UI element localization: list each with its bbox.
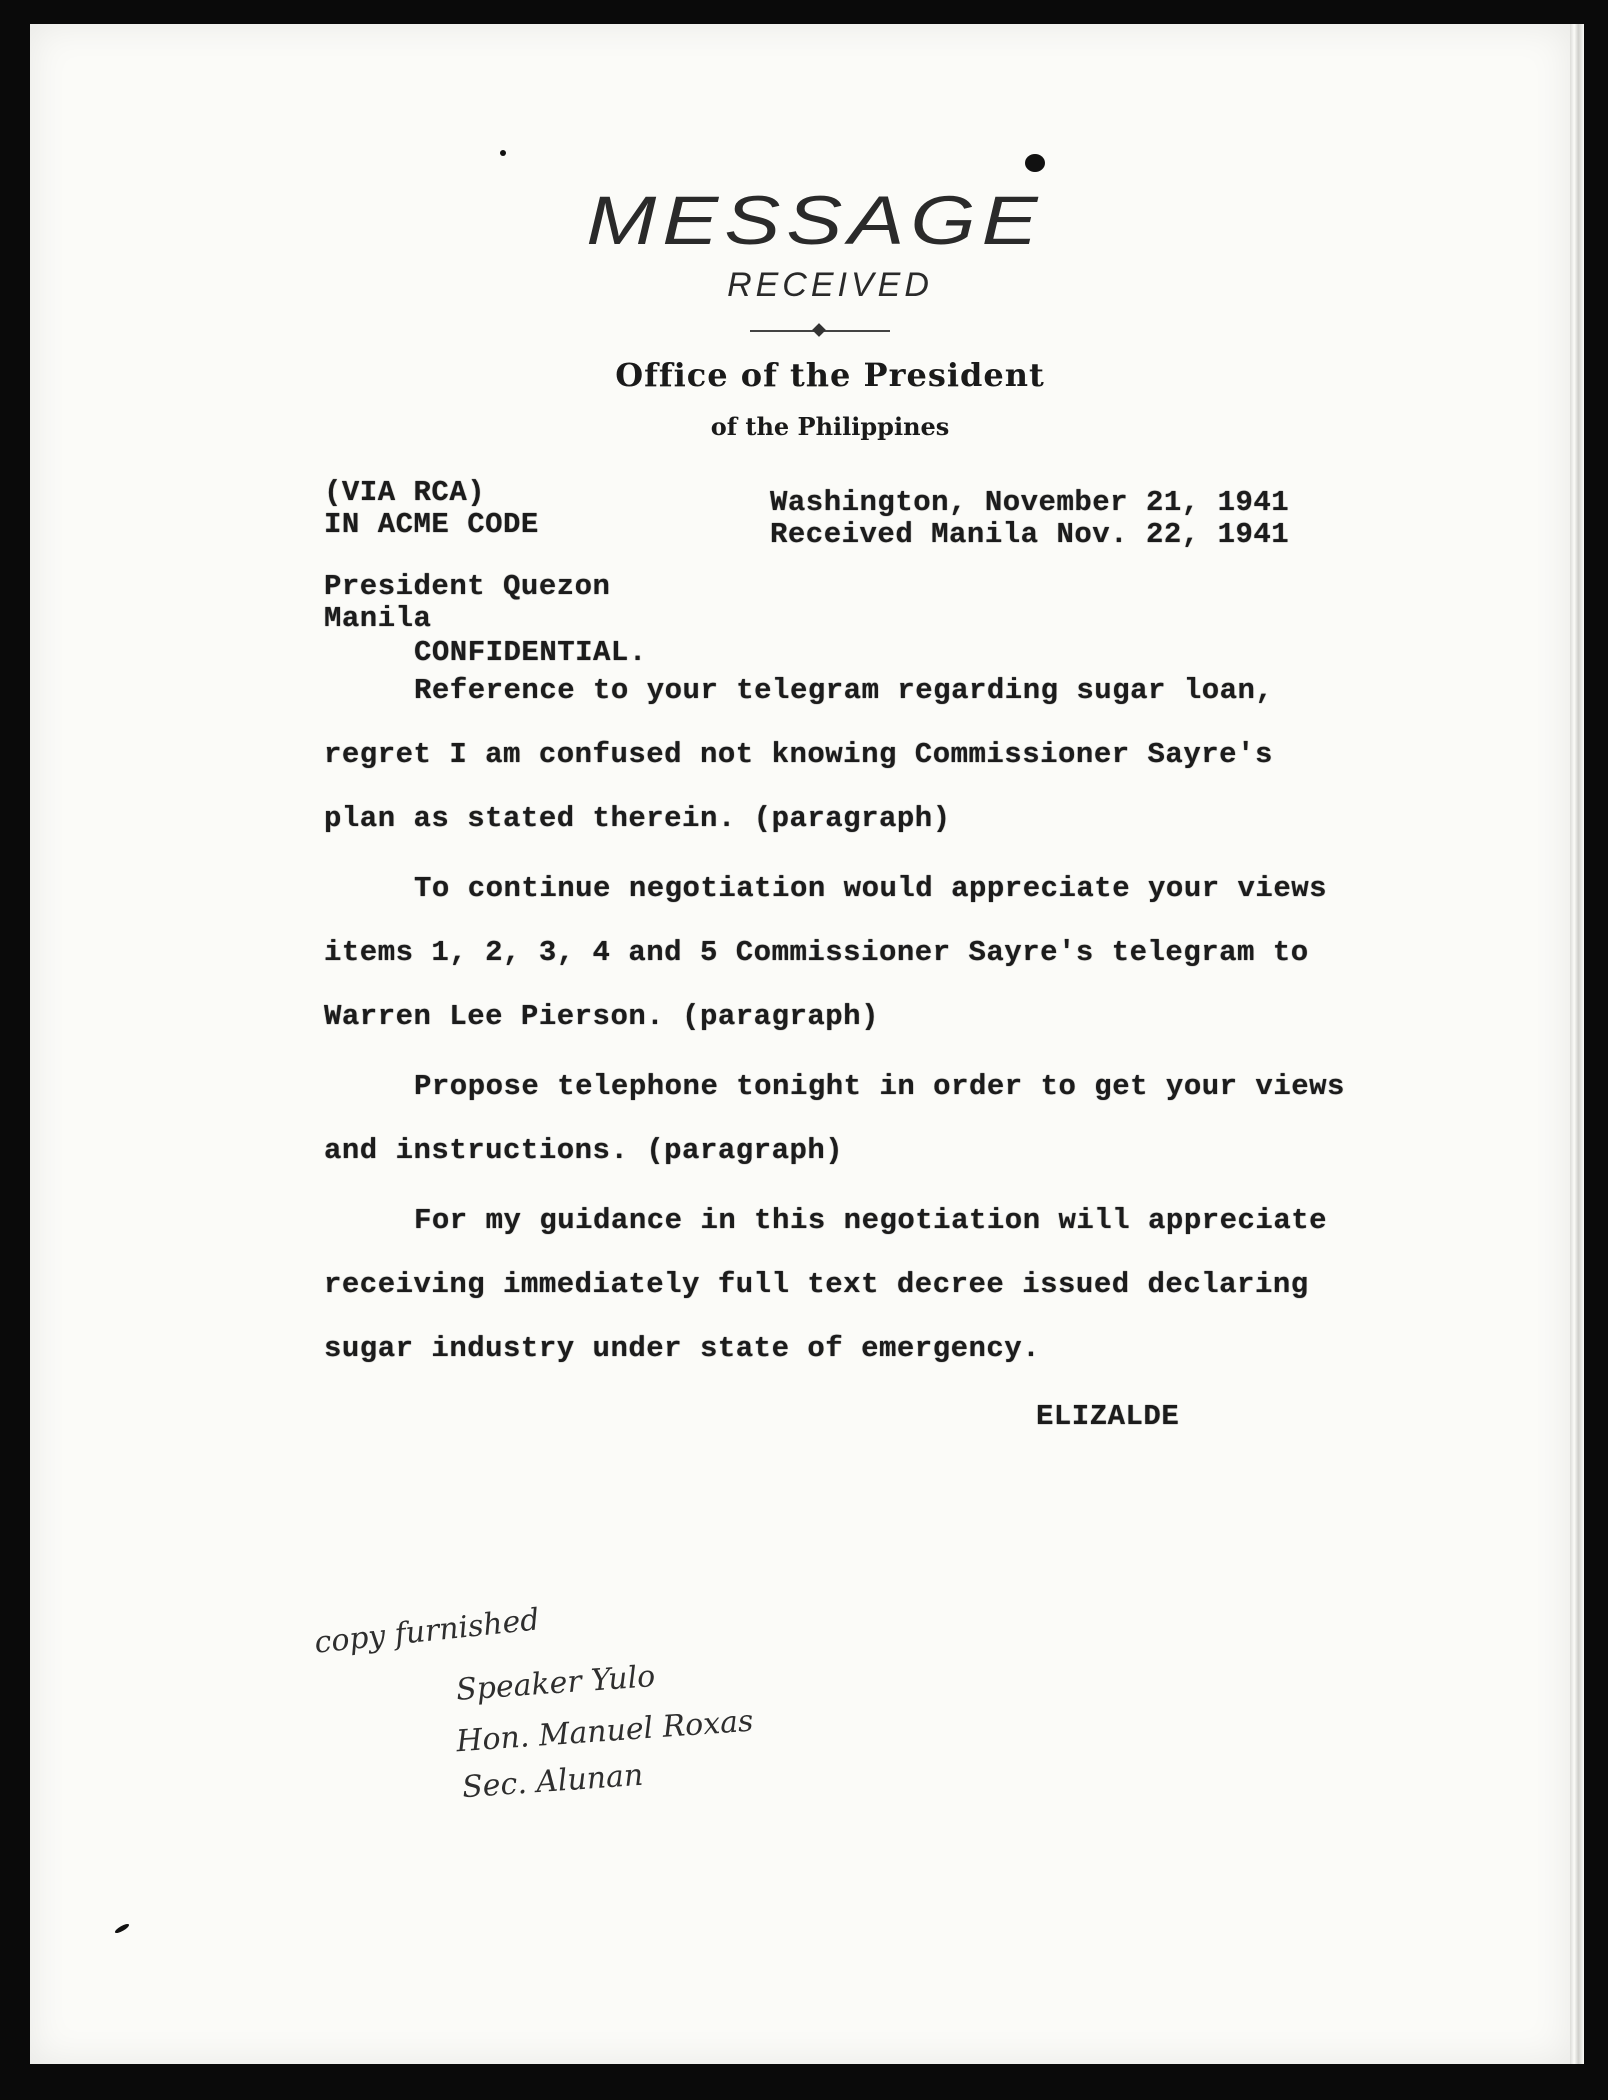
body-paragraph-2-line-3: Warren Lee Pierson. (paragraph) bbox=[324, 1000, 879, 1033]
body-paragraph-3-line-2: and instructions. (paragraph) bbox=[324, 1134, 844, 1167]
received-date: Received Manila Nov. 22, 1941 bbox=[770, 518, 1290, 551]
classification-label: CONFIDENTIAL. bbox=[414, 636, 647, 669]
handwritten-note-line-3: Hon. Manuel Roxas bbox=[455, 1703, 755, 1760]
letterhead-office: Office of the President bbox=[615, 356, 1045, 394]
body-paragraph-1-line-2: regret I am confused not knowing Commissioner Sayre's bbox=[324, 738, 1273, 771]
handwritten-note-line-1: copy furnished bbox=[312, 1602, 542, 1661]
body-paragraph-2-line-1: To continue negotiation would appreciate your views bbox=[414, 872, 1328, 905]
body-paragraph-4-line-2: receiving immediately full text decree issued declaring bbox=[324, 1268, 1309, 1301]
body-paragraph-3-line-1: Propose telephone tonight in order to get your views bbox=[414, 1070, 1345, 1103]
letterhead-divider-ornament bbox=[812, 323, 826, 337]
letterhead-title: MESSAGE bbox=[586, 181, 1044, 259]
body-paragraph-1-line-1: Reference to your telegram regarding sugar loan, bbox=[414, 674, 1274, 707]
scan-speck bbox=[114, 1922, 130, 1934]
routing-line-1: (VIA RCA) bbox=[324, 476, 486, 509]
scan-speck bbox=[500, 150, 506, 156]
body-paragraph-1-line-3: plan as stated therein. (paragraph) bbox=[324, 802, 951, 835]
body-paragraph-4-line-1: For my guidance in this negotiation will appreciate bbox=[414, 1204, 1328, 1237]
addressee-city: Manila bbox=[324, 602, 432, 635]
handwritten-note-line-4: Sec. Alunan bbox=[461, 1757, 645, 1806]
body-paragraph-2-line-2: items 1, 2, 3, 4 and 5 Commissioner Sayre's telegram to bbox=[324, 936, 1309, 969]
addressee-name: President Quezon bbox=[324, 570, 611, 603]
paper-sheet bbox=[30, 24, 1570, 2064]
routing-line-2: IN ACME CODE bbox=[324, 508, 539, 541]
sent-date: Washington, November 21, 1941 bbox=[770, 486, 1290, 519]
scan-speck bbox=[1025, 154, 1045, 172]
letterhead-country: of the Philippines bbox=[710, 412, 950, 441]
letterhead-subtitle: RECEIVED bbox=[727, 266, 933, 304]
handwritten-note-line-2: Speaker Yulo bbox=[455, 1659, 657, 1708]
body-paragraph-4-line-3: sugar industry under state of emergency. bbox=[324, 1332, 1041, 1365]
signature-name: ELIZALDE bbox=[1036, 1400, 1180, 1433]
paper-edge bbox=[1570, 24, 1584, 2064]
